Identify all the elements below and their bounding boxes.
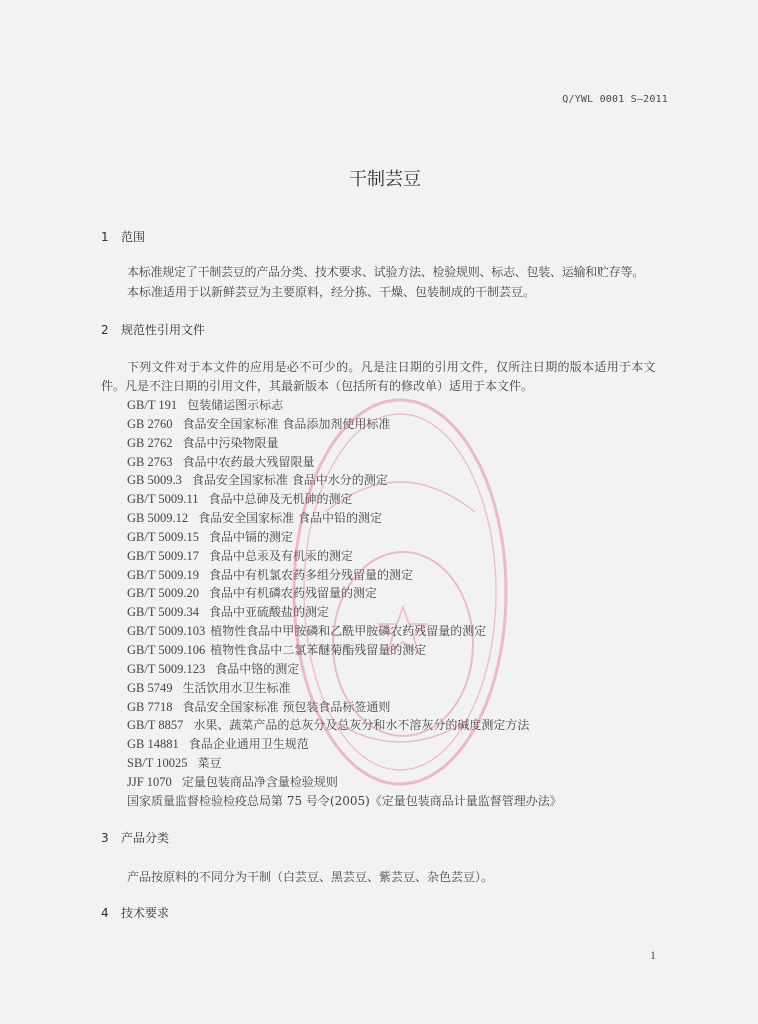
section-number: 1 bbox=[101, 230, 109, 244]
section-heading-technical-requirements bbox=[101, 905, 301, 921]
reference-code: GB 5009.12 bbox=[127, 511, 189, 526]
reference-item bbox=[127, 792, 687, 811]
reference-name: 包装储运图示标志 bbox=[187, 398, 284, 412]
reference-name: 食品中有机磷农药残留量的测定 bbox=[209, 586, 378, 601]
reference-item bbox=[127, 622, 687, 641]
reference-code: GB/T 5009.123 bbox=[127, 661, 206, 676]
reference-name: 食品中铬的测定 bbox=[215, 661, 300, 676]
reference-name: 菜豆 bbox=[197, 756, 222, 771]
scope-paragraph-1: 本标准规定了干制芸豆的产品分类、技术要求、试验方法、检验规则、标志、包装、运输和贮存等。 bbox=[127, 265, 645, 279]
classification-paragraph: 产品按原料的不同分为干制（白芸豆、黑芸豆、紫芸豆、杂色芸豆）。 bbox=[127, 870, 494, 884]
section-heading-product-classification bbox=[101, 830, 301, 846]
reference-item bbox=[127, 773, 687, 792]
reference-name: 食品中污染物限量 bbox=[182, 435, 279, 450]
reference-code: GB/T 5009.15 bbox=[127, 529, 199, 544]
reference-item bbox=[127, 509, 687, 528]
reference-name: 生活饮用水卫生标准 bbox=[182, 680, 291, 695]
reference-name: 食品安全国家标准 预包装食品标签通则 bbox=[182, 699, 391, 714]
section-number: 2 bbox=[101, 323, 109, 337]
reference-name: 食品中总砷及无机砷的测定 bbox=[208, 492, 353, 507]
reference-item bbox=[127, 679, 687, 698]
section-title: 技术要求 bbox=[121, 906, 170, 920]
reference-item bbox=[127, 698, 687, 717]
reference-item bbox=[127, 603, 687, 622]
reference-code: GB 14881 bbox=[127, 737, 179, 752]
references-intro-line-1: 下列文件对于本文件的应用是必不可少的。凡是注日期的引用文件，仅所注日期的版本适用于本文 bbox=[127, 360, 656, 374]
section-title: 范围 bbox=[121, 230, 146, 244]
document-title: 干制芸豆 bbox=[349, 169, 421, 190]
reference-name: 食品安全国家标准 食品中铅的测定 bbox=[198, 511, 382, 526]
reference-code: GB/T 5009.17 bbox=[127, 548, 199, 563]
reference-code: GB/T 5009.34 bbox=[127, 605, 199, 620]
reference-name: 食品安全国家标准 食品中水分的测定 bbox=[191, 473, 388, 488]
reference-code: GB/T 5009.19 bbox=[127, 567, 199, 582]
reference-item bbox=[127, 453, 687, 472]
reference-name: 食品中农药最大残留限量 bbox=[182, 454, 315, 469]
reference-item bbox=[127, 434, 687, 453]
reference-name: 水果、蔬菜产品的总灰分及总灰分和水不溶灰分的碱度测定方法 bbox=[193, 718, 530, 733]
reference-name: 食品中有机氯农药多组分残留量的测定 bbox=[209, 567, 414, 582]
reference-item bbox=[127, 584, 687, 603]
reference-name: 食品安全国家标准 食品添加剂使用标准 bbox=[182, 416, 391, 431]
reference-name: 植物性食品中二氯苯醚菊酯残留量的测定 bbox=[210, 642, 427, 657]
section-title: 规范性引用文件 bbox=[121, 323, 206, 337]
reference-item bbox=[127, 735, 687, 754]
reference-code: GB/T 5009.106 bbox=[127, 642, 206, 657]
reference-name: 定量包装商品净含量检验规则 bbox=[181, 774, 338, 789]
reference-code: GB 2763 bbox=[127, 454, 173, 469]
scope-paragraph-2: 本标准适用于以新鲜芸豆为主要原料，经分拣、干燥、包装制成的干制芸豆。 bbox=[127, 285, 536, 299]
reference-item bbox=[127, 396, 687, 415]
reference-code: GB 2760 bbox=[127, 416, 173, 431]
reference-code: GB 5009.3 bbox=[127, 473, 182, 488]
reference-item bbox=[127, 716, 687, 735]
reference-code: GB/T 5009.103 bbox=[127, 624, 206, 639]
document-code: Q/YWL 0001 S—2011 bbox=[562, 94, 668, 105]
reference-item bbox=[127, 415, 687, 434]
reference-item bbox=[127, 490, 687, 509]
references-intro-line-2: 件。凡是不注日期的引用文件，其最新版本（包括所有的修改单）适用于本文件。 bbox=[101, 379, 534, 393]
reference-item bbox=[127, 566, 687, 585]
reference-code: GB 7718 bbox=[127, 699, 173, 714]
reference-list bbox=[127, 396, 687, 811]
reference-code: GB/T 5009.11 bbox=[127, 492, 199, 507]
reference-item bbox=[127, 660, 687, 679]
reference-name: 食品中亚硫酸盐的测定 bbox=[209, 605, 330, 620]
reference-code: GB 2762 bbox=[127, 435, 173, 450]
section-title: 产品分类 bbox=[121, 831, 170, 845]
section-number: 3 bbox=[101, 831, 109, 845]
section-number: 4 bbox=[101, 906, 109, 920]
reference-name: 食品企业通用卫生规范 bbox=[188, 737, 309, 752]
page-number: 1 bbox=[650, 948, 656, 962]
reference-item bbox=[127, 547, 687, 566]
reference-item bbox=[127, 641, 687, 660]
reference-name: 食品中总汞及有机汞的测定 bbox=[209, 548, 354, 563]
reference-item bbox=[127, 471, 687, 490]
reference-code: GB 5749 bbox=[127, 680, 173, 695]
reference-code: GB/T 5009.20 bbox=[127, 586, 199, 601]
reference-item bbox=[127, 528, 687, 547]
section-heading-normative-references bbox=[101, 322, 301, 338]
reference-name: 食品中镉的测定 bbox=[209, 529, 294, 544]
reference-code: GB/T 8857 bbox=[127, 718, 184, 733]
reference-item bbox=[127, 754, 687, 773]
reference-code: GB/T 191 bbox=[127, 398, 178, 412]
reference-code: JJF 1070 bbox=[127, 774, 172, 789]
reference-code: SB/T 10025 bbox=[127, 756, 188, 771]
reference-name: 国家质量监督检验检疫总局第 75 号令(2005)《定量包装商品计量监督管理办法》 bbox=[127, 793, 562, 808]
section-heading-scope bbox=[101, 229, 301, 245]
reference-name: 植物性食品中甲胺磷和乙酰甲胺磷农药残留量的测定 bbox=[210, 624, 487, 639]
